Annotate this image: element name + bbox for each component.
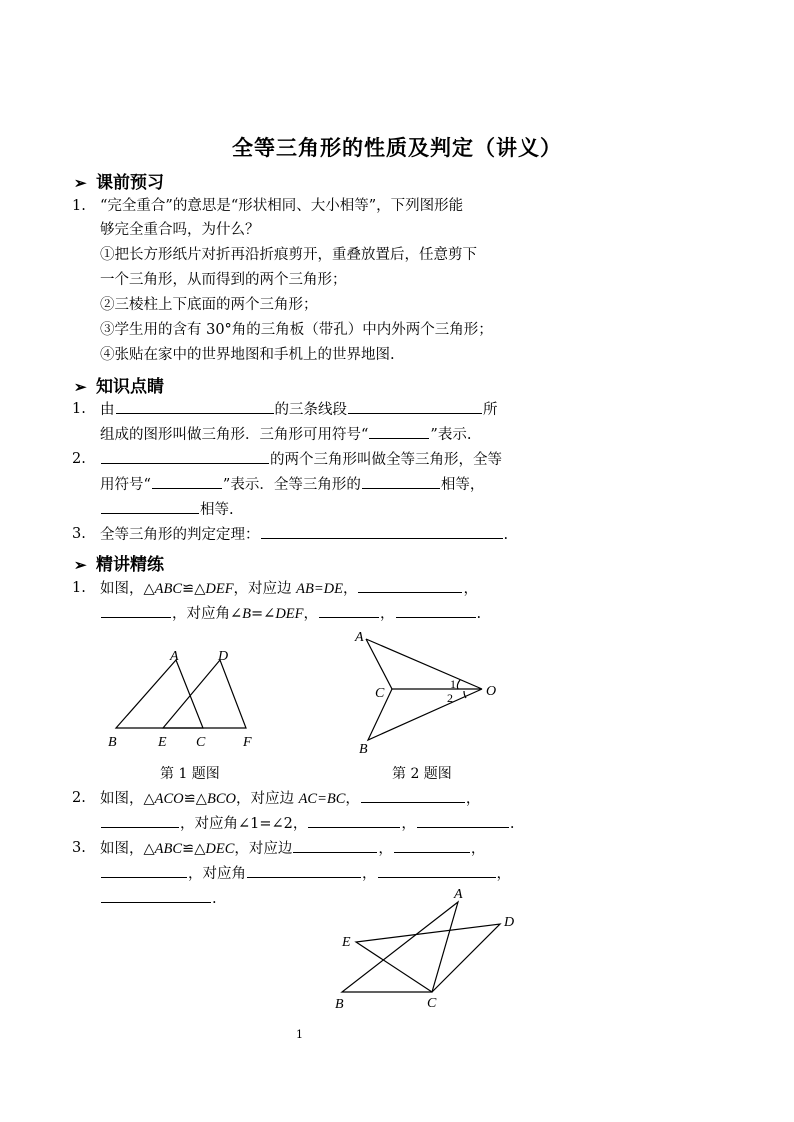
section-label: 课前预习 bbox=[96, 173, 164, 193]
question-number: 1. bbox=[72, 401, 86, 417]
answer-blank[interactable] bbox=[101, 449, 269, 464]
label-O: O bbox=[486, 684, 497, 699]
answer-blank[interactable] bbox=[247, 863, 361, 878]
fill-in-line: 由 的三条线段 所 bbox=[100, 399, 498, 420]
section-heading-knowledge bbox=[74, 372, 164, 397]
question-number: 3. bbox=[72, 840, 86, 856]
figure-1-caption: 第 1 题图 bbox=[160, 766, 220, 782]
question-text: 够完全重合吗，为什么？ bbox=[100, 222, 260, 238]
fill-in-line: ，对应角∠1=∠2， ， . bbox=[100, 813, 515, 834]
angle-1-arc bbox=[457, 680, 460, 689]
answer-blank[interactable] bbox=[358, 578, 462, 593]
triangle-dec bbox=[356, 924, 500, 992]
arrow-bullet-icon: ➢ bbox=[74, 556, 87, 574]
question-number: 2. bbox=[72, 790, 86, 806]
question-number: 1. bbox=[72, 198, 86, 214]
label-C: C bbox=[375, 686, 385, 701]
question-number: 1. bbox=[72, 580, 86, 596]
answer-blank[interactable] bbox=[101, 863, 187, 878]
section-heading-preview bbox=[74, 168, 164, 193]
label-B: B bbox=[359, 742, 368, 757]
fill-in-line: 如图，△ACO≌△BCO，对应边 AC=BC， ， bbox=[100, 788, 480, 809]
page-title: 全等三角形的性质及判定（讲义） bbox=[232, 135, 562, 160]
fill-in-line: ，对应角∠B=∠DEF， ， . bbox=[100, 603, 481, 624]
answer-blank[interactable] bbox=[348, 399, 482, 414]
answer-blank[interactable] bbox=[308, 813, 400, 828]
answer-blank[interactable] bbox=[293, 838, 377, 853]
fill-in-line: ，对应角 ， ， bbox=[100, 863, 511, 884]
fill-in-line: 的两个三角形叫做全等三角形，全等 bbox=[100, 449, 502, 470]
label-E: E bbox=[342, 935, 351, 950]
section-heading-practice bbox=[74, 550, 164, 575]
label-D: D bbox=[504, 915, 515, 930]
fill-in-line: 组成的图形叫做三角形．三角形可用符号“ ”表示. bbox=[100, 424, 471, 445]
figure-1-triangles bbox=[100, 640, 270, 755]
answer-blank[interactable] bbox=[361, 788, 465, 803]
fill-in-line: 如图，△ABC≌△DEF，对应边 AB=DE， ， bbox=[100, 578, 478, 599]
label-E: E bbox=[158, 735, 167, 750]
answer-blank[interactable] bbox=[396, 603, 476, 618]
fill-in-line: 全等三角形的判定定理： . bbox=[100, 524, 508, 545]
answer-blank[interactable] bbox=[152, 474, 222, 489]
answer-blank[interactable] bbox=[369, 424, 429, 439]
option-text: ①把长方形纸片对折再沿折痕剪开，重叠放置后，任意剪下 bbox=[100, 247, 477, 263]
fill-in-line: 用符号“ ”表示．全等三角形的 相等， bbox=[100, 474, 484, 495]
label-angle-1: 1 bbox=[450, 677, 456, 691]
label-D: D bbox=[218, 649, 229, 664]
page-number: 1 bbox=[296, 1028, 303, 1041]
arrow-bullet-icon: ➢ bbox=[74, 378, 87, 396]
answer-blank[interactable] bbox=[101, 499, 199, 514]
label-A: A bbox=[454, 887, 463, 902]
figure-2-caption: 第 2 题图 bbox=[392, 766, 452, 782]
section-label: 精讲精练 bbox=[96, 555, 164, 575]
figure-2-triangles bbox=[350, 625, 510, 760]
question-number: 2. bbox=[72, 451, 86, 467]
option-text: ③学生用的含有 30°角的三角板（带孔）中内外两个三角形； bbox=[100, 322, 493, 338]
label-C: C bbox=[196, 735, 206, 750]
answer-blank[interactable] bbox=[116, 399, 274, 414]
answer-blank[interactable] bbox=[394, 838, 470, 853]
answer-blank[interactable] bbox=[378, 863, 496, 878]
label-B: B bbox=[108, 735, 117, 750]
answer-blank[interactable] bbox=[362, 474, 440, 489]
answer-blank[interactable] bbox=[319, 603, 379, 618]
label-C: C bbox=[427, 996, 437, 1011]
figure-3-triangles bbox=[330, 880, 530, 1012]
option-text: ④张贴在家中的世界地图和手机上的世界地图. bbox=[100, 347, 395, 363]
label-A: A bbox=[170, 649, 179, 664]
option-text: 一个三角形，从而得到的两个三角形； bbox=[100, 272, 347, 288]
answer-blank[interactable] bbox=[417, 813, 509, 828]
fill-in-line: 相等. bbox=[100, 499, 234, 520]
fill-in-line: . bbox=[100, 888, 217, 909]
label-A: A bbox=[355, 630, 364, 645]
label-F: F bbox=[243, 735, 252, 750]
triangle-abc bbox=[342, 902, 458, 992]
answer-blank[interactable] bbox=[101, 888, 211, 903]
question-number: 3. bbox=[72, 526, 86, 542]
triangle-aco bbox=[366, 639, 482, 689]
triangle-abc bbox=[116, 660, 203, 728]
triangle-def bbox=[163, 660, 246, 728]
label-angle-2: 2 bbox=[447, 691, 453, 705]
label-B: B bbox=[335, 997, 344, 1012]
question-text: “完全重合”的意思是“形状相同、大小相等”，下列图形能 bbox=[100, 198, 464, 214]
arrow-bullet-icon: ➢ bbox=[74, 174, 87, 192]
answer-blank[interactable] bbox=[261, 524, 503, 539]
fill-in-line: 如图，△ABC≌△DEC，对应边 ， ， bbox=[100, 838, 485, 859]
section-label: 知识点睛 bbox=[96, 377, 164, 397]
answer-blank[interactable] bbox=[101, 603, 171, 618]
option-text: ②三棱柱上下底面的两个三角形； bbox=[100, 297, 318, 313]
answer-blank[interactable] bbox=[101, 813, 179, 828]
